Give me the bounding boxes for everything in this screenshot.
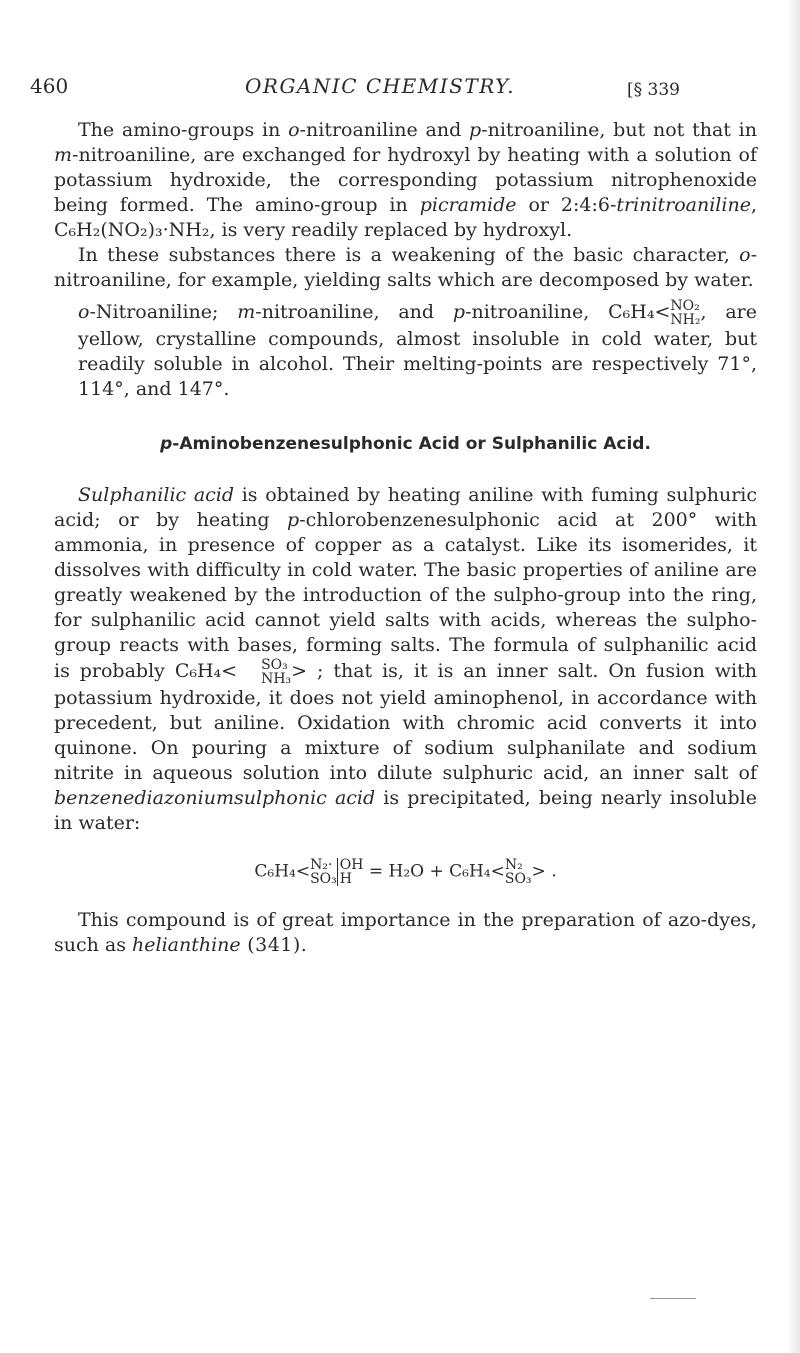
section-heading: p-Aminobenzenesulphonic Acid or Sulphanilic Acid. — [160, 434, 651, 454]
page-body — [54, 118, 757, 958]
diazonium-term: benzenediazoniumsulphonic acid — [54, 787, 376, 809]
paragraph-nitroanilines: o-Nitroaniline; m-nitroaniline, and p-nitroaniline, C₆H₄< NO₂ NH₂ , are yellow, crystalline compounds, almost insoluble in cold water, but readily soluble in alcohol. Their melting-points are respectively 71°, 114°, and 147°. — [78, 298, 758, 400]
running-header — [30, 74, 775, 104]
paragraph-sulphanilic-acid: Sulphanilic acid is obtained by heating aniline with fuming sulphuric acid; or by heating p-chlorobenzenesulphonic acid at 200° with ammonia, in presence of copper as a catalyst. Like its isomerides, it dissolves with difficulty in cold water. The basic properties of aniline are greatly weakened by the introduction of the sulpho-group into the ring, for sulphanilic acid cannot yield salts with acids, whereas the sulpho-group reacts with bases, forming salts. The formula of sulphanilic acid is probably C₆H₄< SO₃ NH₃ > ; that is, it is an inner salt. On fusion with potassium hydroxide, it does not yield aminophenol, in accordance with precedent, but aniline. Oxidation with chromic acid converts it into quinone. On pouring a mixture of sodium sulphanilate and sodium nitrite in aqueous solution into dilute sulphuric acid, an inner salt of benzenediazoniumsulphonic acid is precipitated, being nearly insoluble in water: — [54, 484, 757, 834]
sulphanilic-formula-groups: SO₃ NH₃ — [261, 657, 292, 687]
trinitroaniline-term: trinitroaniline — [616, 194, 751, 216]
footer-rule — [650, 1298, 696, 1299]
running-title: ORGANIC CHEMISTRY. — [245, 74, 516, 98]
page-number: 460 — [30, 74, 69, 98]
cross-reference: (341). — [240, 934, 308, 956]
diazotization-equation: C₆H₄< N₂· SO₃ OH H = H₂O + C₆H₄< N₂ SO₃ > . — [254, 857, 557, 887]
picramide-term: picramide — [419, 194, 517, 216]
sulphanilic-acid-term: Sulphanilic acid — [78, 484, 235, 506]
paragraph-basic-character: In these substances there is a weakening of the basic character, o-nitroaniline, for example, yielding salts which are decomposed by water. — [54, 244, 757, 291]
paragraph-azo-dyes: This compound is of great importance in the preparation of azo-dyes, such as helianthine (341). — [54, 909, 757, 956]
section-marker: [§ 339 — [627, 80, 680, 100]
nitroaniline-formula-groups: NO₂ NH₂ — [670, 298, 701, 328]
page-edge-shadow — [786, 0, 800, 1353]
paragraph-amino-exchange: The amino-groups in o-nitroaniline and p-nitroaniline, but not that in m-nitroaniline, are exchanged for hydroxyl by heating with a solution of potassium hydroxide, the corresponding potassium nitrophenoxide being formed. The amino-group in picramide or 2:4:6-trinitroaniline, C₆H₂(NO₂)₃·NH₂, is very readily replaced by hydroxyl. — [54, 119, 757, 241]
helianthine-term: helianthine — [132, 934, 241, 956]
